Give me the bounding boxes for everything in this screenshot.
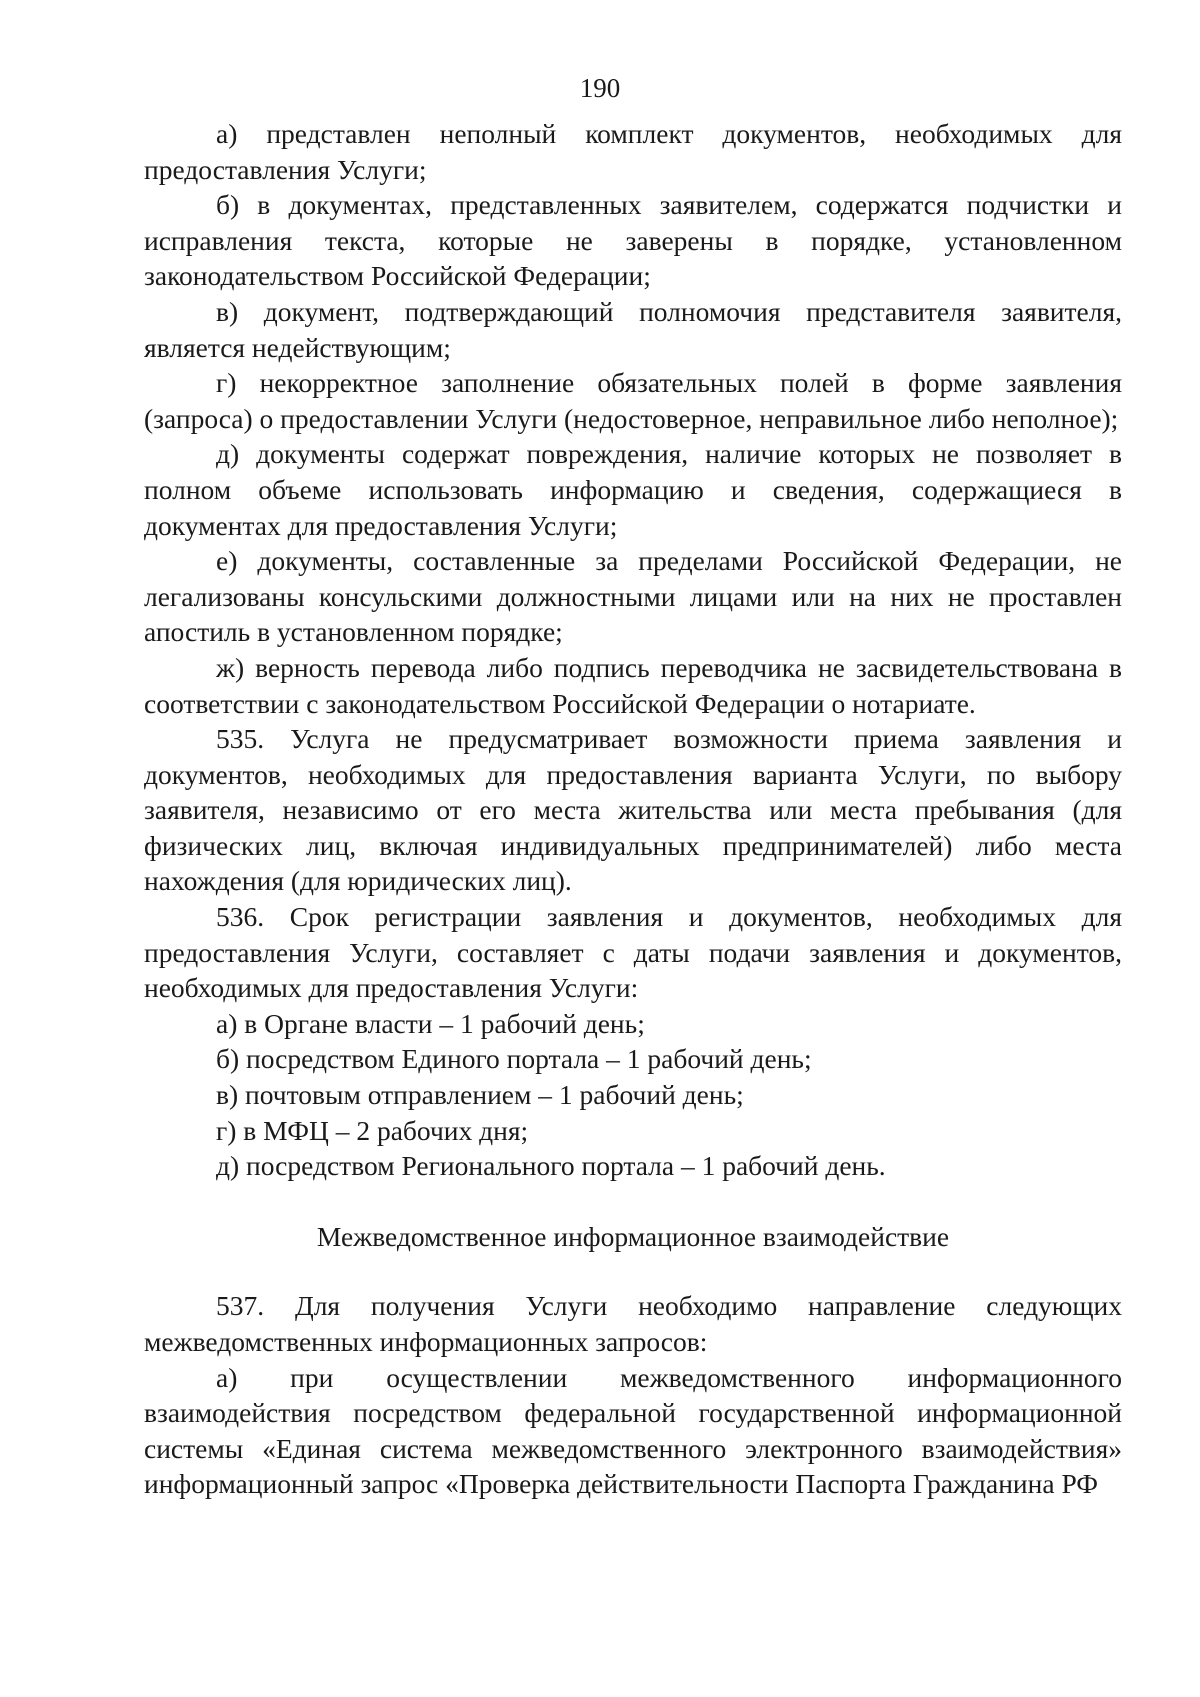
paragraph-e-foreign-documents: е) документы, составленные за пределами Российской Федерации, не легализованы консульскими должностными лицами или на них не проставлен апостиль в установленном порядке; <box>144 545 1122 648</box>
paragraph-b-corrections: б) в документах, представленных заявителем, содержатся подчистки и исправления текста, которые не заверены в порядке, установленном законодательством Российской Федерации; <box>144 189 1122 292</box>
list-item-mfc: г) в МФЦ – 2 рабочих дня; <box>216 1114 529 1146</box>
paragraph-a-incomplete-set: а) представлен неполный комплект документов, необходимых для предоставления Услуги; <box>144 118 1122 185</box>
list-item-authority: а) в Органе власти – 1 рабочий день; <box>216 1007 645 1039</box>
list-item-post: в) почтовым отправлением – 1 рабочий день; <box>216 1079 744 1111</box>
paragraph-d-damaged-documents: д) документы содержат повреждения, наличие которых не позволяет в полном объеме использовать информацию и сведения, содержащиеся в документах для предоставления Услуги; <box>144 438 1122 541</box>
paragraph-536: 536. Срок регистрации заявления и документов, необходимых для предоставления Услуги, составляет с даты подачи заявления и документов, необходимых для предоставления Услуги: <box>144 901 1122 1004</box>
paragraph-535: 535. Услуга не предусматривает возможности приема заявления и документов, необходимых для предоставления варианта Услуги, по выбору заявителя, независимо от его места жительства или места пребывания (для физических лиц, включая индивидуальных предпринимателей) либо места нахождения (для юридических лиц). <box>144 723 1122 897</box>
document-body <box>144 116 1122 1502</box>
paragraph-537: 537. Для получения Услуги необходимо направление следующих межведомственных информационных запросов: <box>144 1290 1122 1357</box>
paragraph-v-invalid-authority: в) документ, подтверждающий полномочия представителя заявителя, является недействующим; <box>144 295 1122 363</box>
page-number: 190 <box>579 73 621 103</box>
paragraph-537-a: а) при осуществлении межведомственного информационного взаимодействия посредством федеральной государственной информационной системы «Единая система межведомственного электронного взаимодействия» информационный запрос «Проверка действительности Паспорта Гражданина РФ <box>144 1361 1122 1500</box>
paragraph-g-incorrect-fields: г) некорректное заполнение обязательных полей в форме заявления (запроса) о предоставлении Услуги (недостоверное, неправильное либо неполное); <box>144 367 1122 434</box>
list-item-unified-portal: б) посредством Единого портала – 1 рабочий день; <box>216 1043 812 1075</box>
list-item-regional-portal: д) посредством Регионального портала – 1 рабочий день. <box>216 1150 886 1182</box>
paragraph-zh-translation: ж) верность перевода либо подпись переводчика не засвидетельствована в соответствии с законодательством Российской Федерации о нотариате. <box>144 651 1122 719</box>
section-heading: Межведомственное информационное взаимодействие <box>316 1220 950 1252</box>
